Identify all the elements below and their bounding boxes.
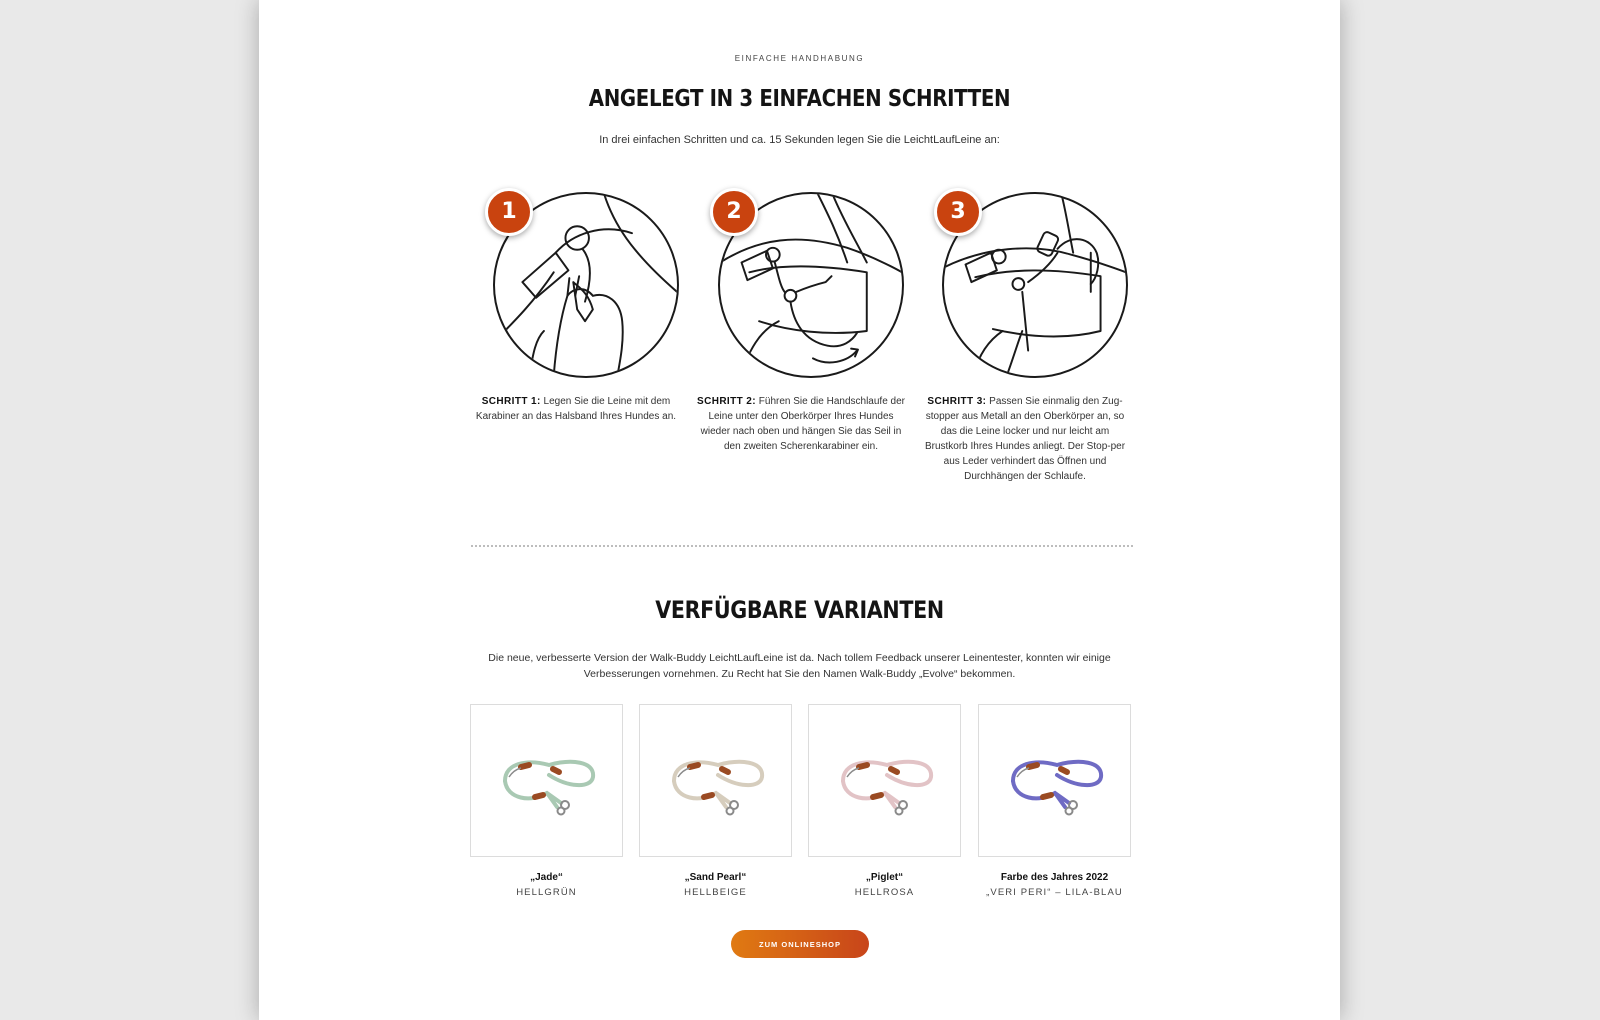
leash-leather-stopper [1043,795,1051,797]
variant-sand-pearl[interactable] [639,704,792,898]
leash-image[interactable] [470,704,623,857]
variant-name: „Sand Pearl“ [684,872,747,883]
leash-carabiner [1065,807,1072,814]
step-1-illustration [471,182,681,382]
leash-rope [674,781,730,807]
step-2 [696,182,906,454]
variants-grid [470,704,1135,904]
step-number-badge: 3 [934,188,982,236]
leash-leather-stopper [891,769,897,772]
leash-leather-stopper [873,795,881,797]
step-3-illustration [920,182,1130,382]
variant-color: HELLGRÜN [516,887,577,898]
leash-carabiner [557,807,564,814]
variant-color: HELLROSA [854,887,915,898]
variant-veri-peri[interactable] [978,704,1131,898]
step-2-illustration [696,182,906,382]
variant-name: „Piglet“ [865,872,904,883]
section-divider [471,545,1133,547]
step-3-description [920,394,1130,484]
variant-jade[interactable] [470,704,623,898]
page-content [259,0,1340,1020]
variant-name: Farbe des Jahres 2022 [1000,872,1109,883]
leash-rope [1013,781,1069,807]
step-number-badge: 2 [710,188,758,236]
leash-leather-stopper [553,769,559,772]
leash-rope [505,781,561,807]
leash-leather-stopper [521,765,529,767]
leash-image[interactable] [639,704,792,857]
leash-carabiner [726,807,733,814]
variant-name: „Jade“ [530,872,563,883]
step-number-badge: 1 [485,188,533,236]
leash-leather-stopper [535,795,543,797]
description-line: Die neue, verbesserte Version der Walk-Buddy LeichtLaufLeine ist da. Nach tollem Feedback unserer Leinentester, konnten wir einige [488,652,1111,664]
step-label: SCHRITT 1: [481,396,541,407]
step-text: Legen Sie die Leine mit dem Karabiner an das Halsband Ihres Hundes an. [475,396,677,422]
variants-title: VERFÜGBARE VARIANTEN [655,596,944,624]
step-1 [471,182,681,424]
leash-leather-stopper [1061,769,1067,772]
steps-title: ANGELEGT IN 3 EINFACHEN SCHRITTEN [588,86,1011,112]
description-line: Verbesserungen vornehmen. Zu Recht hat Sie den Namen Walk-Buddy „Evolve“ bekommen. [583,668,1016,680]
step-2-description [696,394,906,454]
section-eyebrow: EINFACHE HANDHABUNG [734,54,865,63]
step-label: SCHRITT 3: [927,396,987,407]
leash-handle-loop [505,761,593,784]
leash-image[interactable] [978,704,1131,857]
leash-leather-stopper [722,769,728,772]
leash-handle-loop [674,761,762,784]
leash-leather-stopper [859,765,867,767]
step-label: SCHRITT 2: [697,396,756,407]
variants-description [259,650,1340,682]
leash-carabiner [895,807,902,814]
leash-rope [843,781,899,807]
step-3 [920,182,1130,484]
variant-color: HELLBEIGE [684,887,747,898]
leash-leather-stopper [690,765,698,767]
leash-image[interactable] [808,704,961,857]
variant-color: „VERI PERI“ – LILA-BLAU [986,887,1123,898]
online-shop-button[interactable]: ZUM ONLINESHOP [731,930,869,958]
step-text: Führen Sie die Handschlaufe der Leine unter den Oberkörper Ihres Hundes wieder nach oben und hängen Sie das Seil in den zweiten Scherenkarabiner ein. [700,396,905,452]
leash-leather-stopper [704,795,712,797]
variant-piglet[interactable] [808,704,961,898]
step-text: Passen Sie einmalig den Zug-stopper aus Metall an den Oberkörper an, so das die Leine locker und nur leicht am Brustkorb Ihres Hundes anliegt. Der Stop-per aus Leder verhindert das Öffnen und Durchhängen der Schlaufe. [924,396,1126,482]
leash-leather-stopper [1029,765,1037,767]
leash-handle-loop [1013,761,1101,784]
leash-handle-loop [843,761,931,784]
step-1-description [471,394,681,424]
steps-subtitle: In drei einfachen Schritten und ca. 15 Sekunden legen Sie die LeichtLaufLeine an: [599,134,1000,146]
